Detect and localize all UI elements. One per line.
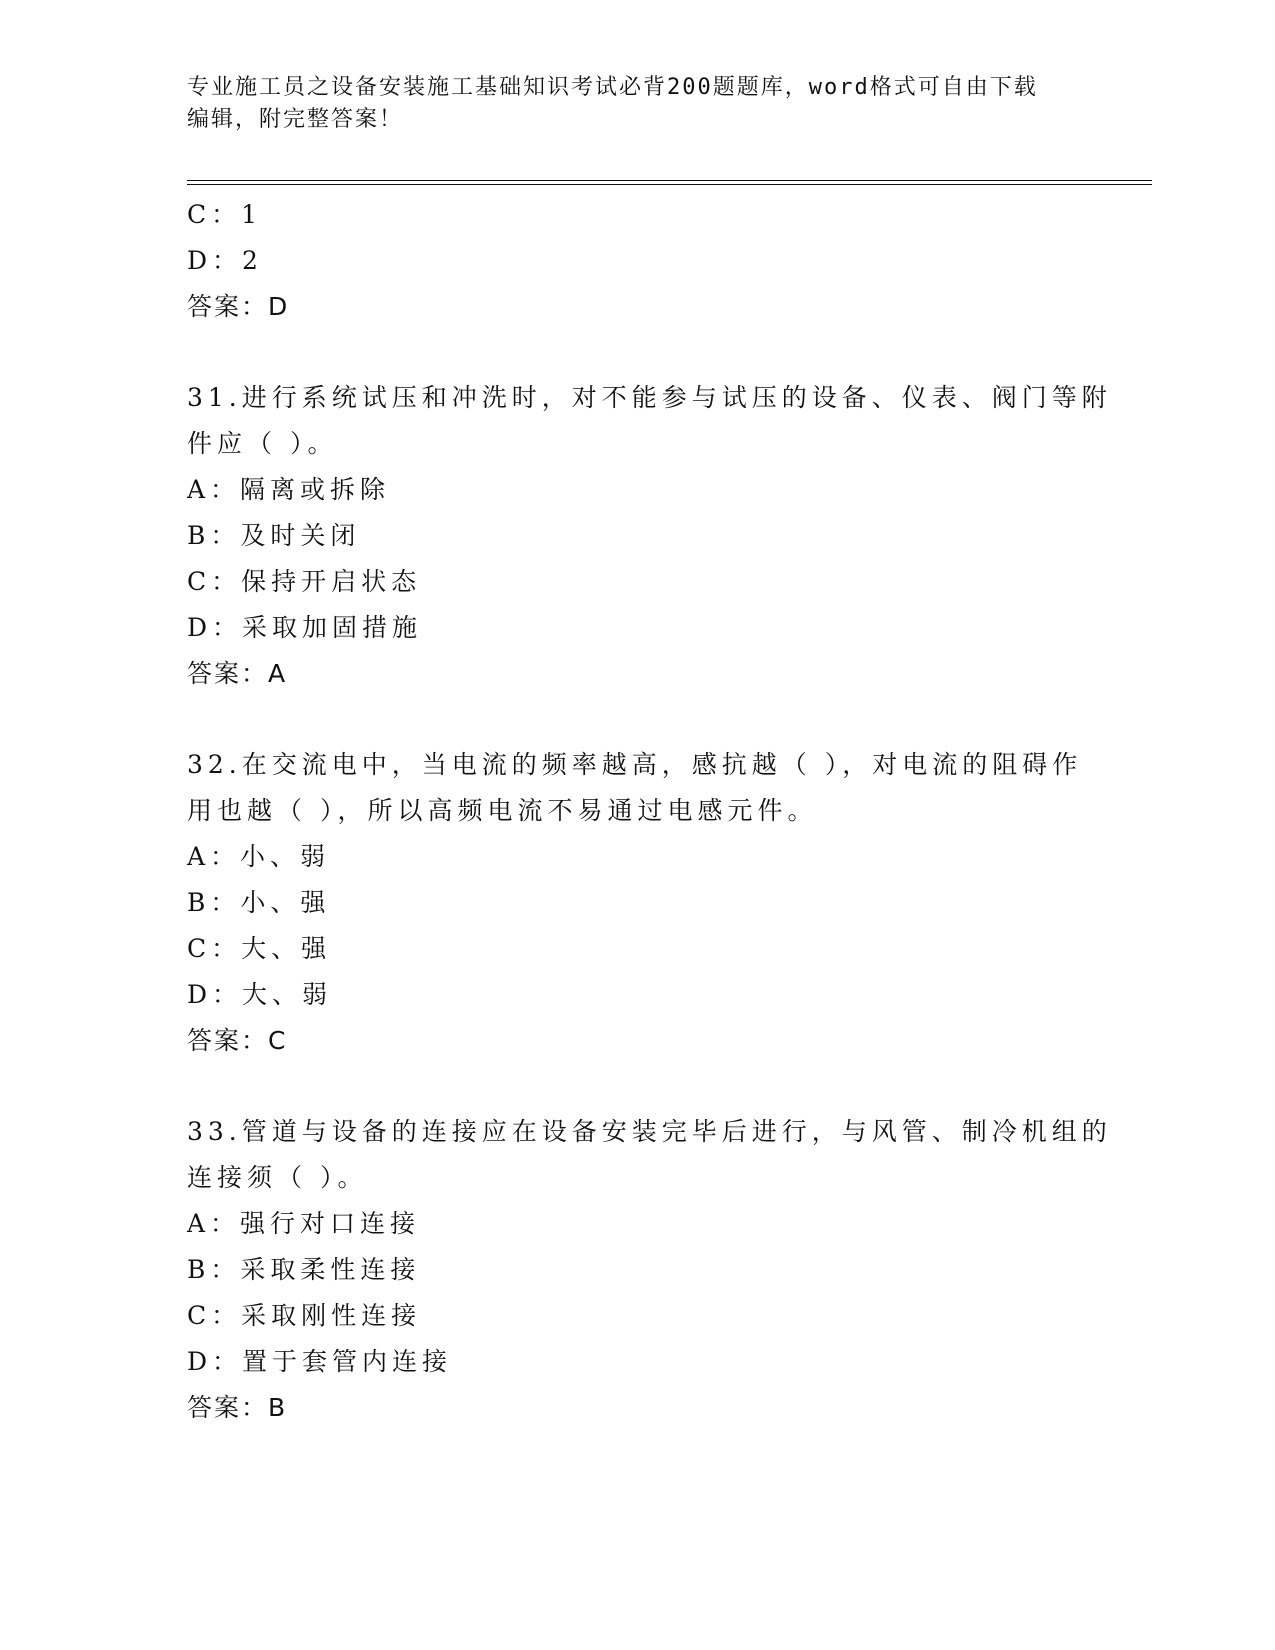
question-31 <box>187 375 1112 697</box>
header-divider-top <box>187 180 1152 181</box>
option-d: D：2 <box>187 246 263 275</box>
answer-line: 答案：A <box>187 659 288 688</box>
spacer <box>187 697 1087 742</box>
option-c: C：大、强 <box>187 934 332 963</box>
option-c: C：保持开启状态 <box>187 567 422 596</box>
question-stem-cont: 用也越（ ），所以高频电流不易通过电感元件。 <box>187 796 818 825</box>
option-c: C：采取刚性连接 <box>187 1301 422 1330</box>
header-divider-bottom <box>187 184 1152 185</box>
question-stem-cont: 连接须（ ）。 <box>187 1163 368 1192</box>
option-c: C：1 <box>187 200 263 229</box>
option-b: B：及时关闭 <box>187 521 361 550</box>
question-32 <box>187 742 1087 1064</box>
option-d: D：采取加固措施 <box>187 613 423 642</box>
previous-question-tail <box>187 192 1087 330</box>
spacer <box>187 330 1087 375</box>
option-a: A：强行对口连接 <box>187 1209 421 1238</box>
option-d: D：置于套管内连接 <box>187 1347 453 1376</box>
spacer <box>187 1064 1087 1109</box>
answer-line: 答案：C <box>187 1026 288 1055</box>
answer-line: 答案：D <box>187 292 290 321</box>
option-a: A：小、弱 <box>187 842 331 871</box>
header-line-2: 编辑，附完整答案！ <box>187 107 404 132</box>
option-a: A：隔离或拆除 <box>187 475 391 504</box>
option-b: B：采取柔性连接 <box>187 1255 421 1284</box>
answer-line: 答案：B <box>187 1393 288 1422</box>
option-d: D：大、弱 <box>187 980 333 1009</box>
question-stem-cont: 件应（ ）。 <box>187 429 338 458</box>
document-body <box>187 192 1112 1431</box>
document-header <box>187 72 1067 136</box>
question-33 <box>187 1109 1112 1431</box>
header-line-1: 专业施工员之设备安装施工基础知识考试必背200题题库，word格式可自由下载 <box>187 75 1038 100</box>
question-stem: 32.在交流电中，当电流的频率越高，感抗越（ ），对电流的阻碍作 <box>187 750 1083 779</box>
option-b: B：小、强 <box>187 888 331 917</box>
question-stem: 33.管道与设备的连接应在设备安装完毕后进行，与风管、制冷机组的 <box>187 1117 1112 1146</box>
question-stem: 31.进行系统试压和冲洗时，对不能参与试压的设备、仪表、阀门等附 <box>187 383 1112 412</box>
